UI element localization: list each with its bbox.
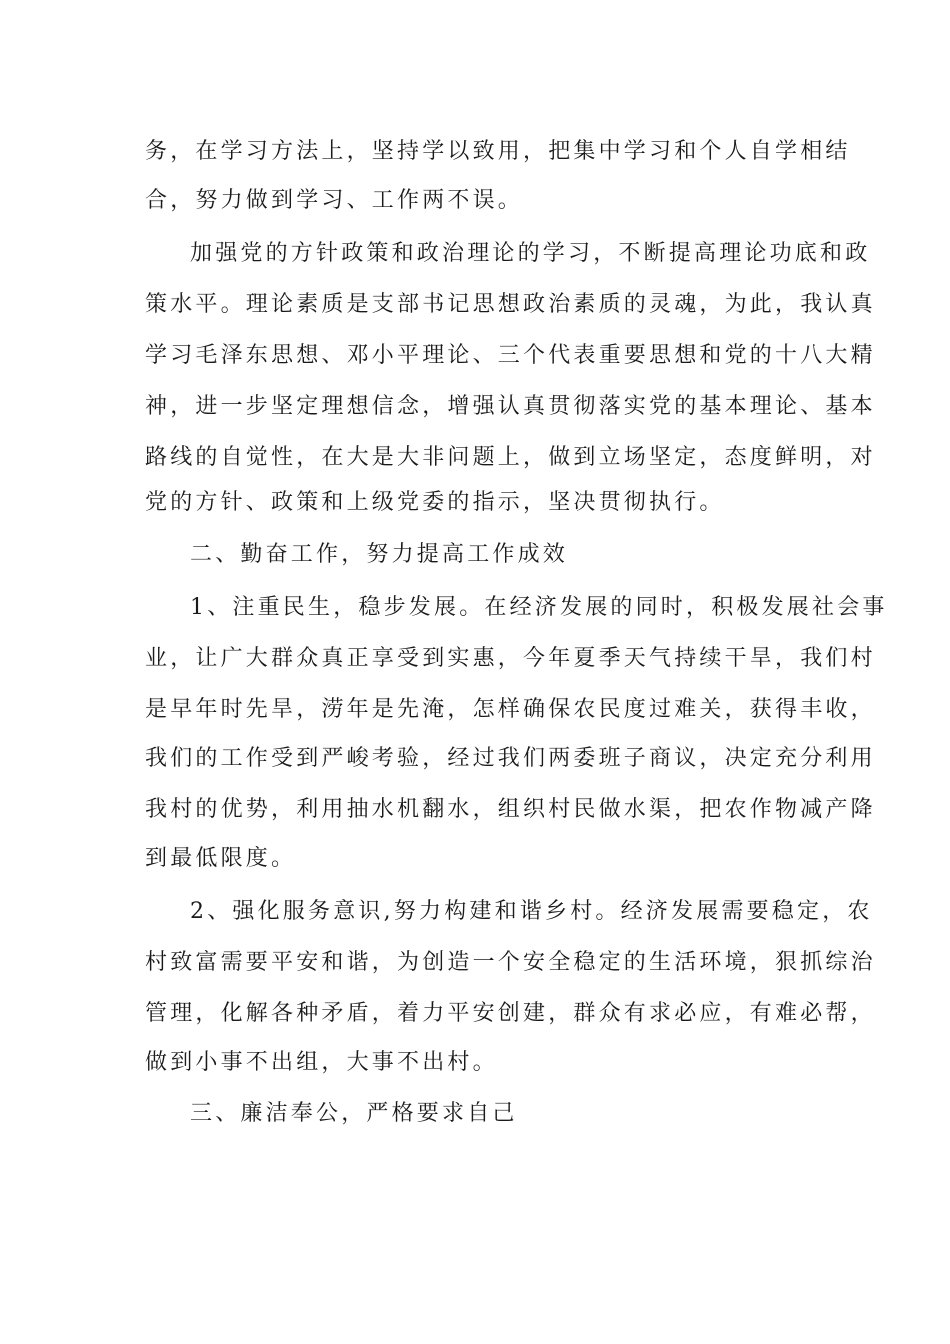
text-line: 是早年时先旱，涝年是先淹，怎样确保农民度过难关，获得丰收， xyxy=(145,697,876,722)
section-heading: 三、廉洁奉公，严格要求自己 xyxy=(190,1101,518,1126)
text-line: 管理，化解各种矛盾，着力平安创建，群众有求必应，有难必帮， xyxy=(145,1001,876,1026)
text-line: 我们的工作受到严峻考验，经过我们两委班子商议，决定充分利用 xyxy=(145,746,876,771)
section-heading: 二、勤奋工作，努力提高工作成效 xyxy=(190,542,569,567)
text-line: 做到小事不出组，大事不出村。 xyxy=(145,1050,498,1075)
text-line: 我村的优势，利用抽水机翻水，组织村民做水渠，把农作物减产降 xyxy=(145,797,876,822)
text-line: 党的方针、政策和上级党委的指示，坚决贯彻执行。 xyxy=(145,490,725,515)
paragraph-first-line: 1、注重民生，稳步发展。在经济发展的同时，积极发展社会事 xyxy=(190,595,888,620)
text-line: 路线的自觉性，在大是大非问题上，做到立场坚定，态度鲜明，对 xyxy=(145,445,876,470)
text-line: 神，进一步坚定理想信念，增强认真贯彻落实党的基本理论、基本 xyxy=(145,394,876,419)
paragraph-first-line: 加强党的方针政策和政治理论的学习，不断提高理论功底和政 xyxy=(190,241,871,266)
text-line: 村致富需要平安和谐，为创造一个安全稳定的生活环境，狠抓综治 xyxy=(145,950,876,975)
text-line: 到最低限度。 xyxy=(145,846,297,871)
text-line: 策水平。理论素质是支部书记思想政治素质的灵魂，为此，我认真 xyxy=(145,292,876,317)
text-line: 学习毛泽东思想、邓小平理论、三个代表重要思想和党的十八大精 xyxy=(145,343,876,368)
paragraph-first-line: 2、强化服务意识,努力构建和谐乡村。经济发展需要稳定，农 xyxy=(190,899,873,924)
text-line: 业，让广大群众真正享受到实惠，今年夏季天气持续干旱，我们村 xyxy=(145,646,876,671)
text-line: 务，在学习方法上，坚持学以致用，把集中学习和个人自学相结 xyxy=(145,139,851,164)
text-line: 合，努力做到学习、工作两不误。 xyxy=(145,188,524,213)
